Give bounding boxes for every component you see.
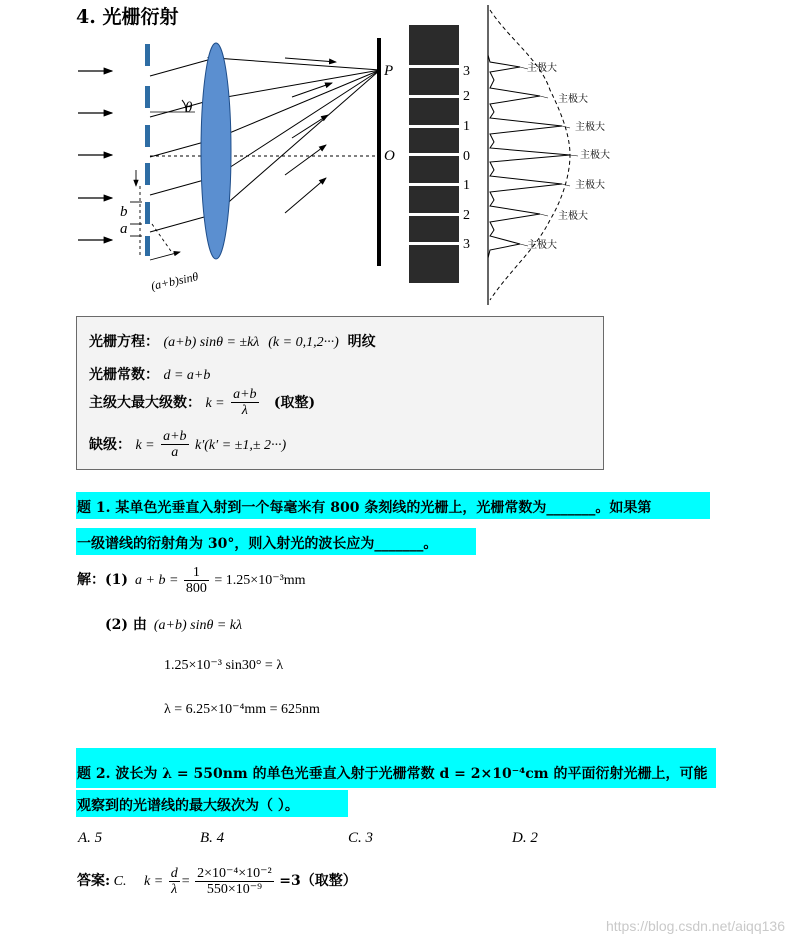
order-label: 0 xyxy=(463,149,470,164)
peak-labels xyxy=(520,61,610,251)
missing-order-formula: 缺级： k = $\frac{a+b}{a}$ k′(k′ = ±1,± 2···) xyxy=(89,429,287,461)
q2-line-1: 题 2. 波长为 λ = 550nm 的单色光垂直入射于光栅常数 d = 2×10⁻⁴cm 的平面衍射光栅上，可能 xyxy=(77,766,708,782)
theta-label: θ xyxy=(185,100,193,116)
q1-solution-step4: λ = 6.25×10⁻⁴mm = 625nm xyxy=(164,702,320,717)
order-label: 1 xyxy=(463,178,470,193)
q2-line-2: 观察到的光谱线的最大级次为（ ）。 xyxy=(77,798,299,814)
o-label: O xyxy=(384,148,395,164)
peak-label: 主极大 xyxy=(527,240,557,251)
order-label: 3 xyxy=(463,64,470,79)
incident-rays xyxy=(78,71,112,240)
grating-equation: 光栅方程： (a+b) sinθ = ±kλ (k = 0,1,2···) 明纹 xyxy=(89,334,376,350)
peak-label: 主极大 xyxy=(558,94,588,105)
formula-box xyxy=(76,316,604,470)
choice-c: C. 3 xyxy=(348,830,374,846)
peak-label: 主极大 xyxy=(575,180,605,191)
lens xyxy=(201,43,231,259)
order-label: 2 xyxy=(463,89,470,104)
section-title: 4. 光栅衍射 xyxy=(76,6,179,28)
b-label: b xyxy=(120,204,128,220)
observation-screen xyxy=(377,38,381,266)
choice-a: A. 5 xyxy=(78,830,103,846)
intensity-curve xyxy=(488,55,570,258)
peak-label: 主极大 xyxy=(575,122,605,133)
q2-answer: 答案: C. k = $\frac{d}{\lambda}$ = $\frac{\text{2×10⁻⁴×10⁻²}}{\text{550×10⁻⁹}}$ =3（取整） xyxy=(77,866,357,898)
grating-slits xyxy=(145,44,150,256)
grating-constant: 光栅常数： d = a+b xyxy=(89,367,211,383)
q1-solution-step3: 1.25×10⁻³ sin30° = λ xyxy=(164,658,284,673)
path-difference-construction xyxy=(130,170,180,260)
intensity-envelope xyxy=(490,10,570,300)
grating-diagram xyxy=(70,0,630,310)
q1-solution-step2: (2) 由 (a+b) sinθ = kλ xyxy=(105,617,243,633)
choice-b: B. 4 xyxy=(200,830,225,846)
a-label: a xyxy=(120,221,128,237)
max-order-formula: 主级大最大级数： k = $\frac{a+b}{\lambda}$ (取整) xyxy=(89,387,316,419)
q1-line-2: 一级谱线的衍射角为 30°，则入射光的波长应为_______。 xyxy=(77,536,438,552)
choice-d: D. 2 xyxy=(512,830,538,846)
peak-label: 主极大 xyxy=(558,211,588,222)
diffracted-rays xyxy=(150,58,380,232)
order-labels xyxy=(463,64,470,252)
order-label: 2 xyxy=(463,208,470,223)
peak-label: 主极大 xyxy=(580,150,610,161)
q1-solution-step1: 解：(1) a + b = $\frac{1}{800}$ = 1.25×10⁻³mm xyxy=(77,565,306,597)
peak-label: 主极大 xyxy=(527,63,557,74)
path-difference-label: (a+b)sinθ xyxy=(149,269,200,293)
p-label: P xyxy=(384,63,394,79)
order-label: 3 xyxy=(463,237,470,252)
order-label: 1 xyxy=(463,119,470,134)
q1-line-1: 题 1. 某单色光垂直入射到一个每毫米有 800 条刻线的光栅上，光栅常数为_______。如果第 xyxy=(77,500,652,516)
watermark: https://blog.csdn.net/aiqq136 xyxy=(605,918,785,934)
